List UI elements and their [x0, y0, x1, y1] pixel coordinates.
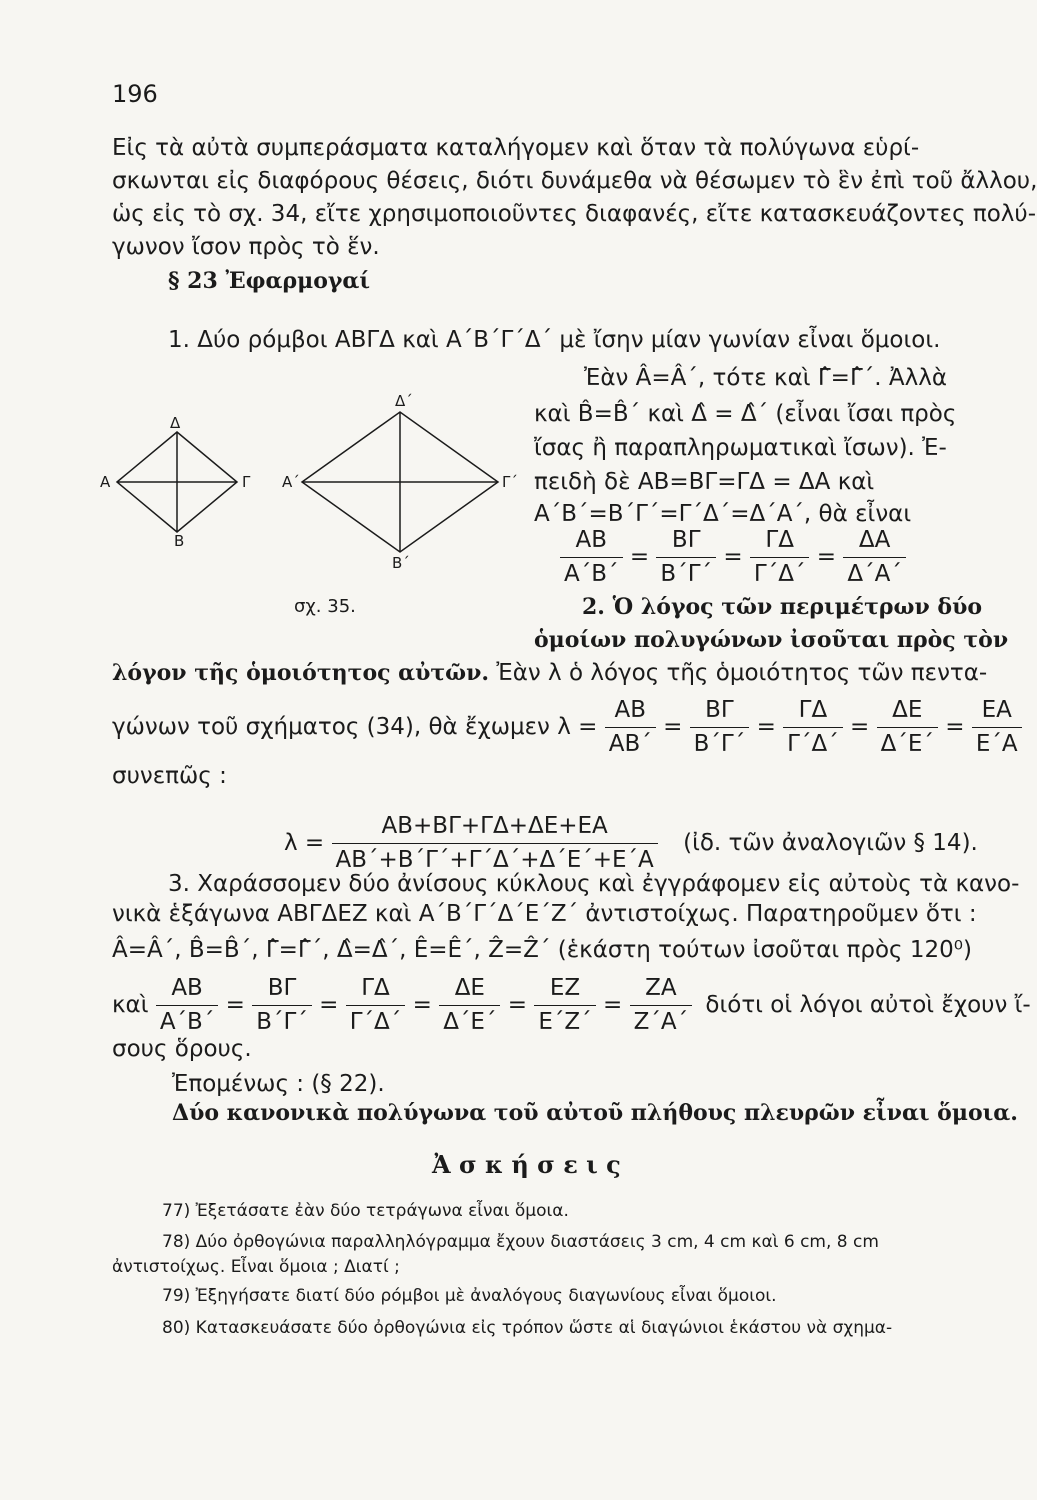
app1-line-2: Ἐὰν Â=Â΄, τότε καὶ Γ̂=Γ̂΄. Ἀλλὰ — [584, 365, 947, 391]
exercise-78-cont: ἀντιστοίχως. Εἶναι ὅμοια ; Διατί ; — [112, 1257, 400, 1277]
exercise-78: 78) Δύο ὀρθογώνια παραλληλόγραμμα ἔχουν διαστάσεις 3 cm, 4 cm καὶ 6 cm, 8 cm — [162, 1232, 879, 1252]
ratio-bg: $\frac{B\Gamma}{B΄\Gamma΄}$ — [656, 524, 716, 591]
intro-line-4: γωνον ἴσον πρὸς τὸ ἕν. — [112, 234, 380, 260]
ratio-gd-3: $\frac{\Gamma\Delta}{\Gamma΄\Delta΄}$ — [346, 972, 406, 1039]
app3-line-1: 3. Χαράσσομεν δύο ἀνίσους κύκλους καὶ ἐγγράφομεν εἰς αὐτοὺς τὰ κανο- — [168, 871, 1020, 897]
app1-line-6: Α΄Β΄=Β΄Γ΄=Γ΄Δ΄=Δ΄Α΄, θὰ εἶναι — [534, 501, 912, 527]
app3-line-5: σους ὅρους. — [112, 1036, 252, 1062]
app2-line-4: γώνων τοῦ σχήματος (34), θὰ ἔχωμεν λ = — [112, 714, 598, 740]
app2-line-5: συνεπῶς : — [112, 763, 227, 789]
app1-line-1: 1. Δύο ρόμβοι ΑΒΓΔ καὶ Α΄Β΄Γ΄Δ΄ μὲ ἴσην μίαν γωνίαν εἶναι ὅμοιοι. — [168, 327, 941, 353]
app2-ref: (ἰδ. τῶν ἀναλογιῶν § 14). — [683, 830, 978, 856]
ratio-da: $\frac{\Delta A}{\Delta΄A΄}$ — [843, 524, 905, 591]
app3-line-3: Â=Â΄, B̂=B̂΄, Γ̂=Γ̂΄, Δ̂=Δ̂΄, Ê=Ê΄, Ẑ=Ẑ΄ (ἑκάστη τούτων ἰσοῦται πρὸς 120⁰) — [112, 937, 972, 963]
ratio-bg-3: $\frac{B\Gamma}{B΄\Gamma΄}$ — [252, 972, 312, 1039]
label-B-prime: Β΄ — [392, 554, 410, 572]
page-number: 196 — [112, 80, 158, 108]
label-D: Δ — [170, 414, 181, 432]
rhombi-figure — [92, 390, 532, 590]
rhombus-left — [117, 432, 237, 532]
section-heading: § 23 Ἐφαρμογαί — [168, 268, 370, 294]
app2-line-2: ὁμοίων πολυγώνων ἰσοῦται πρὸς τὸν — [534, 627, 1009, 653]
app3-ratio-chain: καὶ $\frac{AB}{A΄B΄}$ = $\frac{B\Gamma}{B΄\Gamma΄}$ = $\frac{\Gamma\Delta}{\Gamma΄\Delta΄}$ = $\frac{\Delta E}{\Delta΄E΄}$ = $\frac{EZ}{E΄Z΄}$ = $\frac{ZA}{Z΄A΄}$ διότι οἱ λόγοι αὐτοὶ ἔχουν ἴ- — [112, 972, 1031, 1039]
exercises-heading: Ἀ σ κ ή σ ε ι ς — [432, 1150, 621, 1179]
label-D-prime: Δ΄ — [395, 392, 413, 410]
app2-sum-equation — [284, 810, 978, 877]
label-G-prime: Γ΄ — [502, 473, 518, 491]
app2-line-3 — [112, 657, 987, 690]
app1-line-3: καὶ B̂=B̂΄ καὶ Δ̂ = Δ̂΄ (εἶναι ἴσαι πρὸς — [534, 401, 957, 427]
intro-line-1: Εἰς τὰ αὐτὰ συμπεράσματα καταλήγομεν καὶ ὅταν τὰ πολύγωνα εὑρί- — [112, 135, 920, 161]
app2-line-3-bold: λόγον τῆς ὁμοιότητος αὐτῶν. — [112, 660, 490, 686]
ratio-ez-3: $\frac{EZ}{E΄Z΄}$ — [534, 972, 595, 1039]
figure-caption: σχ. 35. — [294, 596, 356, 617]
rhombus-right — [302, 412, 498, 552]
exercise-80: 80) Κατασκευάσατε δύο ὀρθογώνια εἰς τρόπον ὥστε αἱ διαγώνιοι ἑκάστου νὰ σχημα- — [162, 1318, 893, 1338]
intro-line-3: ὡς εἰς τὸ σχ. 34, εἴτε χρησιμοποιοῦντες διαφανές, εἴτε κατασκευάζοντες πολύ- — [112, 201, 1037, 227]
ratio-bg-2: $\frac{B\Gamma}{B΄\Gamma΄}$ — [690, 694, 750, 761]
app3-line-2: νικὰ ἑξάγωνα ΑΒΓΔΕΖ καὶ Α΄Β΄Γ΄Δ΄Ε΄Ζ΄ ἀντιστοίχως. Παρατηροῦμεν ὅτι : — [112, 901, 977, 927]
label-A: Α — [100, 473, 111, 491]
ratio-ab: $\frac{AB}{A΄B΄}$ — [560, 524, 623, 591]
app3-conclusion: Δύο κανονικὰ πολύγωνα τοῦ αὐτοῦ πλήθους πλευρῶν εἶναι ὅμοια. — [172, 1100, 1018, 1126]
app2-line-4-group: γώνων τοῦ σχήματος (34), θὰ ἔχωμεν λ = $\frac{AB}{AB΄}$ = $\frac{B\Gamma}{B΄\Gamma΄}$ = $\frac{\Gamma\Delta}{\Gamma΄\Delta΄}$ = $\frac{\Delta E}{\Delta΄E΄}$ = $\frac{EA}{E΄A}$ — [112, 694, 1022, 761]
exercise-77: 77) Ἐξετάσατε ἐὰν δύο τετράγωνα εἶναι ὅμοια. — [162, 1201, 569, 1221]
app3-line-6: Ἐπομένως : (§ 22). — [172, 1071, 385, 1097]
app2-line-1: 2. Ὁ λόγος τῶν περιμέτρων δύο — [582, 594, 983, 620]
label-G: Γ — [242, 473, 251, 491]
ratio-ab-3: $\frac{AB}{A΄B΄}$ — [156, 972, 219, 1039]
label-A-prime: Α΄ — [282, 473, 300, 491]
ratio-ea-2: $\frac{EA}{E΄A}$ — [972, 694, 1022, 761]
ratio-de-2: $\frac{\Delta E}{\Delta΄E΄}$ — [877, 694, 938, 761]
ratio-gd: $\frac{\Gamma\Delta}{\Gamma΄\Delta΄}$ — [750, 524, 810, 591]
app3-after-ratios: διότι οἱ λόγοι αὐτοὶ ἔχουν ἴ- — [705, 992, 1031, 1018]
app3-kai: καὶ — [112, 992, 149, 1018]
label-B: Β — [174, 532, 185, 550]
lambda-label: λ = — [284, 830, 325, 856]
ratio-za-3: $\frac{ZA}{Z΄A΄}$ — [630, 972, 693, 1039]
app2-line-3-rest: Ἐὰν λ ὁ λόγος τῆς ὁμοιότητος τῶν πεντα- — [496, 660, 988, 686]
app1-line-4: ἴσας ἢ παραπληρωματικαὶ ἴσων). Ἐ- — [534, 435, 947, 461]
perimeter-ratio: $\frac{AB+B\Gamma+\Gamma\Delta+\Delta E+EA}{AB΄+B΄\Gamma΄+\Gamma΄\Delta΄+\Delta΄E΄+E΄A}$ — [332, 810, 658, 877]
app1-line-5: πειδὴ δὲ ΑΒ=ΒΓ=ΓΔ = ΔΑ καὶ — [534, 469, 875, 495]
exercise-79: 79) Ἐξηγήσατε διατί δύο ρόμβοι μὲ ἀναλόγους διαγωνίους εἶναι ὅμοιοι. — [162, 1286, 777, 1306]
ratio-ab-2: $\frac{AB}{AB΄}$ — [605, 694, 656, 761]
app1-ratio-chain: $\frac{AB}{A΄B΄}$ = $\frac{B\Gamma}{B΄\Gamma΄}$ = $\frac{\Gamma\Delta}{\Gamma΄\Delta΄}$ = $\frac{\Delta A}{\Delta΄A΄}$ — [560, 524, 906, 591]
ratio-gd-2: $\frac{\Gamma\Delta}{\Gamma΄\Delta΄}$ — [783, 694, 843, 761]
intro-line-2: σκωνται εἰς διαφόρους θέσεις, διότι δυνάμεθα νὰ θέσωμεν τὸ ἓν ἐπὶ τοῦ ἄλλου, — [112, 168, 1037, 194]
ratio-de-3: $\frac{\Delta E}{\Delta΄E΄}$ — [439, 972, 500, 1039]
